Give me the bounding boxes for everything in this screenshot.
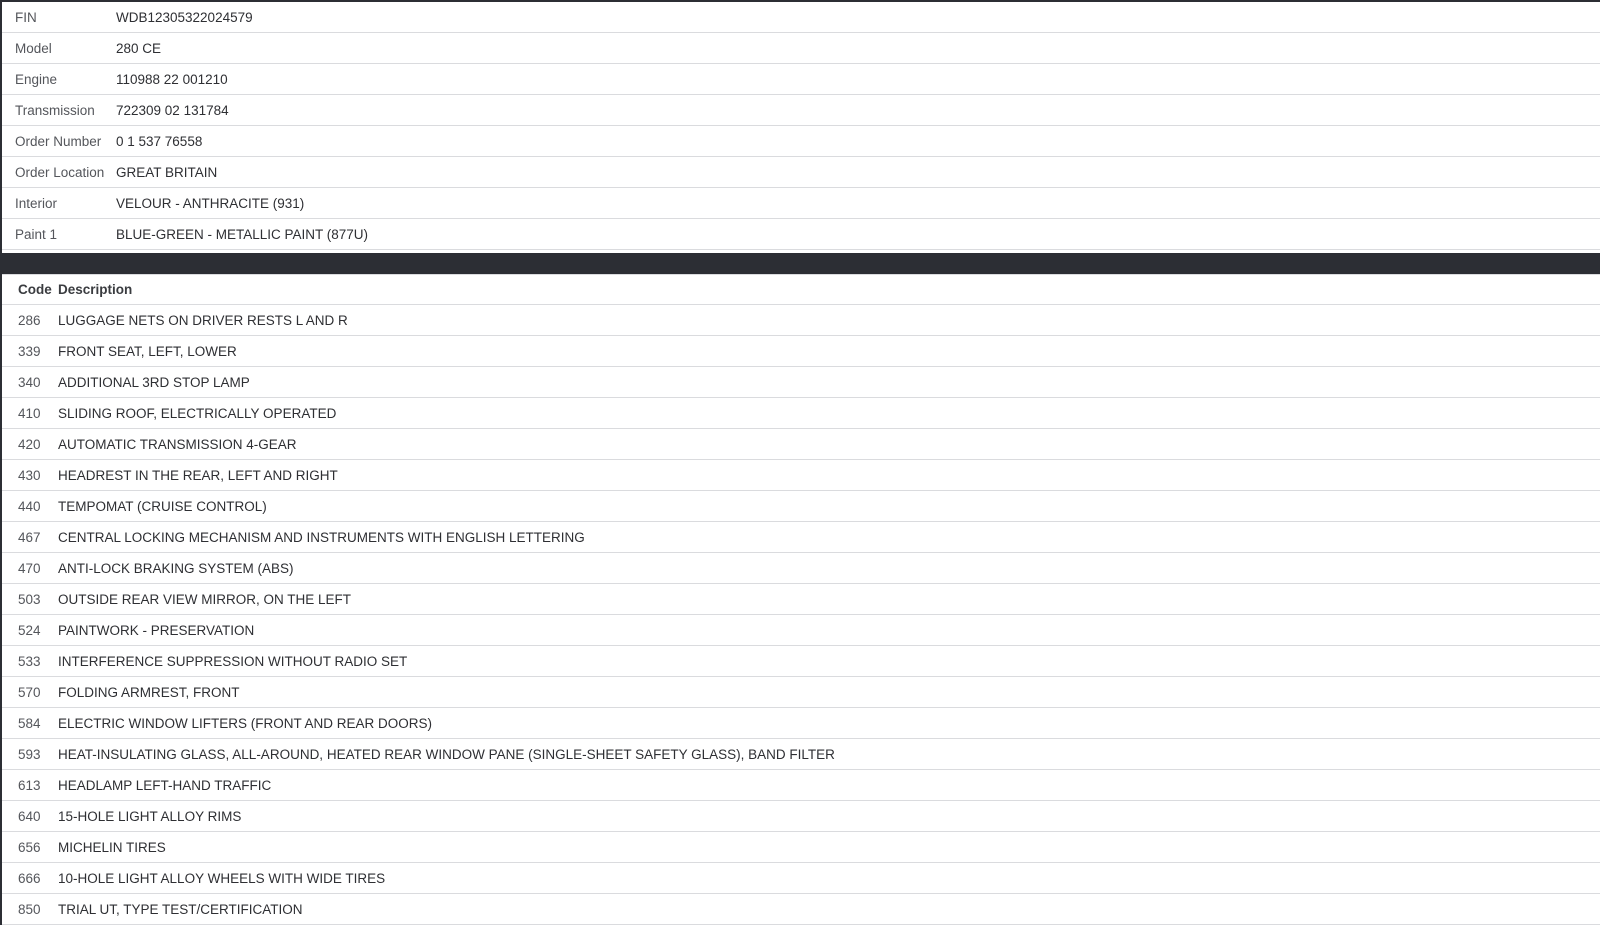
section-divider-bar bbox=[2, 253, 1600, 275]
option-code: 584 bbox=[18, 715, 41, 731]
option-row bbox=[2, 677, 1600, 708]
vehicle-info-row bbox=[2, 95, 1600, 126]
option-row bbox=[2, 429, 1600, 460]
vehicle-info-row bbox=[2, 188, 1600, 219]
option-row bbox=[2, 615, 1600, 646]
option-description: ELECTRIC WINDOW LIFTERS (FRONT AND REAR DOORS) bbox=[58, 715, 433, 731]
option-code: 524 bbox=[18, 622, 41, 638]
vehicle-info-row bbox=[2, 157, 1600, 188]
vehicle-info-row bbox=[2, 64, 1600, 95]
vehicle-info-label: Engine bbox=[15, 71, 58, 87]
vehicle-info-label: Interior bbox=[15, 195, 58, 211]
option-description: 15-HOLE LIGHT ALLOY RIMS bbox=[58, 808, 242, 824]
option-code: 613 bbox=[18, 777, 41, 793]
option-code: 339 bbox=[18, 343, 41, 359]
option-description: TEMPOMAT (CRUISE CONTROL) bbox=[58, 498, 267, 514]
option-row bbox=[2, 584, 1600, 615]
option-description: CENTRAL LOCKING MECHANISM AND INSTRUMENTS WITH ENGLISH LETTERING bbox=[58, 529, 585, 545]
vehicle-info-value: VELOUR - ANTHRACITE (931) bbox=[116, 195, 305, 211]
option-row bbox=[2, 305, 1600, 336]
option-description: HEAT-INSULATING GLASS, ALL-AROUND, HEATED REAR WINDOW PANE (SINGLE-SHEET SAFETY GLASS), BAND FILTER bbox=[58, 746, 835, 762]
vehicle-info-value: 722309 02 131784 bbox=[116, 102, 229, 118]
option-description: ANTI-LOCK BRAKING SYSTEM (ABS) bbox=[58, 560, 294, 576]
option-description: MICHELIN TIRES bbox=[58, 839, 166, 855]
options-table-header bbox=[2, 275, 1600, 305]
vehicle-info-value: 280 CE bbox=[116, 40, 162, 56]
vehicle-info-value: 0 1 537 76558 bbox=[116, 133, 203, 149]
option-code: 656 bbox=[18, 839, 41, 855]
option-code: 440 bbox=[18, 498, 41, 514]
option-description: SLIDING ROOF, ELECTRICALLY OPERATED bbox=[58, 405, 337, 421]
option-row bbox=[2, 553, 1600, 584]
vehicle-info-value: GREAT BRITAIN bbox=[116, 164, 218, 180]
option-row bbox=[2, 801, 1600, 832]
option-row bbox=[2, 367, 1600, 398]
vehicle-info-value: WDB12305322024579 bbox=[116, 9, 253, 25]
option-row bbox=[2, 398, 1600, 429]
option-code: 533 bbox=[18, 653, 41, 669]
option-code: 640 bbox=[18, 808, 41, 824]
options-header-description: Description bbox=[58, 282, 133, 297]
vehicle-info-value: 110988 22 001210 bbox=[116, 71, 228, 87]
vehicle-info-label: Transmission bbox=[15, 102, 95, 118]
option-description: INTERFERENCE SUPPRESSION WITHOUT RADIO SET bbox=[58, 653, 408, 669]
option-code: 570 bbox=[18, 684, 41, 700]
option-row bbox=[2, 491, 1600, 522]
option-code: 430 bbox=[18, 467, 41, 483]
option-description: OUTSIDE REAR VIEW MIRROR, ON THE LEFT bbox=[58, 591, 352, 607]
option-code: 850 bbox=[18, 901, 41, 917]
option-code: 410 bbox=[18, 405, 41, 421]
vehicle-info-label: Model bbox=[15, 40, 52, 56]
vehicle-info-row bbox=[2, 33, 1600, 64]
option-row bbox=[2, 646, 1600, 677]
option-description: TRIAL UT, TYPE TEST/CERTIFICATION bbox=[58, 901, 303, 917]
vehicle-info-value: BLUE-GREEN - METALLIC PAINT (877U) bbox=[116, 226, 369, 242]
option-row bbox=[2, 863, 1600, 894]
option-description: PAINTWORK - PRESERVATION bbox=[58, 622, 255, 638]
option-code: 666 bbox=[18, 870, 41, 886]
option-code: 593 bbox=[18, 746, 41, 762]
options-header-code: Code bbox=[18, 282, 52, 297]
option-code: 340 bbox=[18, 374, 41, 390]
vehicle-info-row bbox=[2, 126, 1600, 157]
option-row bbox=[2, 336, 1600, 367]
option-description: HEADREST IN THE REAR, LEFT AND RIGHT bbox=[58, 467, 338, 483]
vehicle-info-label: FIN bbox=[15, 9, 37, 25]
vehicle-info-row bbox=[2, 2, 1600, 33]
option-code: 470 bbox=[18, 560, 41, 576]
option-description: ADDITIONAL 3RD STOP LAMP bbox=[58, 374, 250, 390]
option-description: HEADLAMP LEFT-HAND TRAFFIC bbox=[58, 777, 272, 793]
vehicle-info-label: Paint 1 bbox=[15, 226, 58, 242]
options-table bbox=[2, 275, 1600, 925]
option-row bbox=[2, 894, 1600, 925]
option-row bbox=[2, 522, 1600, 553]
option-code: 503 bbox=[18, 591, 41, 607]
option-row bbox=[2, 832, 1600, 863]
vehicle-info-row bbox=[2, 219, 1600, 250]
option-description: FRONT SEAT, LEFT, LOWER bbox=[58, 343, 237, 359]
option-code: 286 bbox=[18, 312, 41, 328]
option-description: AUTOMATIC TRANSMISSION 4-GEAR bbox=[58, 436, 297, 452]
option-row bbox=[2, 770, 1600, 801]
vehicle-info-table bbox=[2, 0, 1600, 250]
option-row bbox=[2, 739, 1600, 770]
vehicle-info-label: Order Location bbox=[15, 164, 105, 180]
option-code: 467 bbox=[18, 529, 41, 545]
vehicle-info-label: Order Number bbox=[15, 133, 102, 149]
option-row bbox=[2, 708, 1600, 739]
option-code: 420 bbox=[18, 436, 41, 452]
option-description: FOLDING ARMREST, FRONT bbox=[58, 684, 240, 700]
option-description: 10-HOLE LIGHT ALLOY WHEELS WITH WIDE TIRES bbox=[58, 870, 386, 886]
option-row bbox=[2, 460, 1600, 491]
option-description: LUGGAGE NETS ON DRIVER RESTS L AND R bbox=[58, 312, 348, 328]
